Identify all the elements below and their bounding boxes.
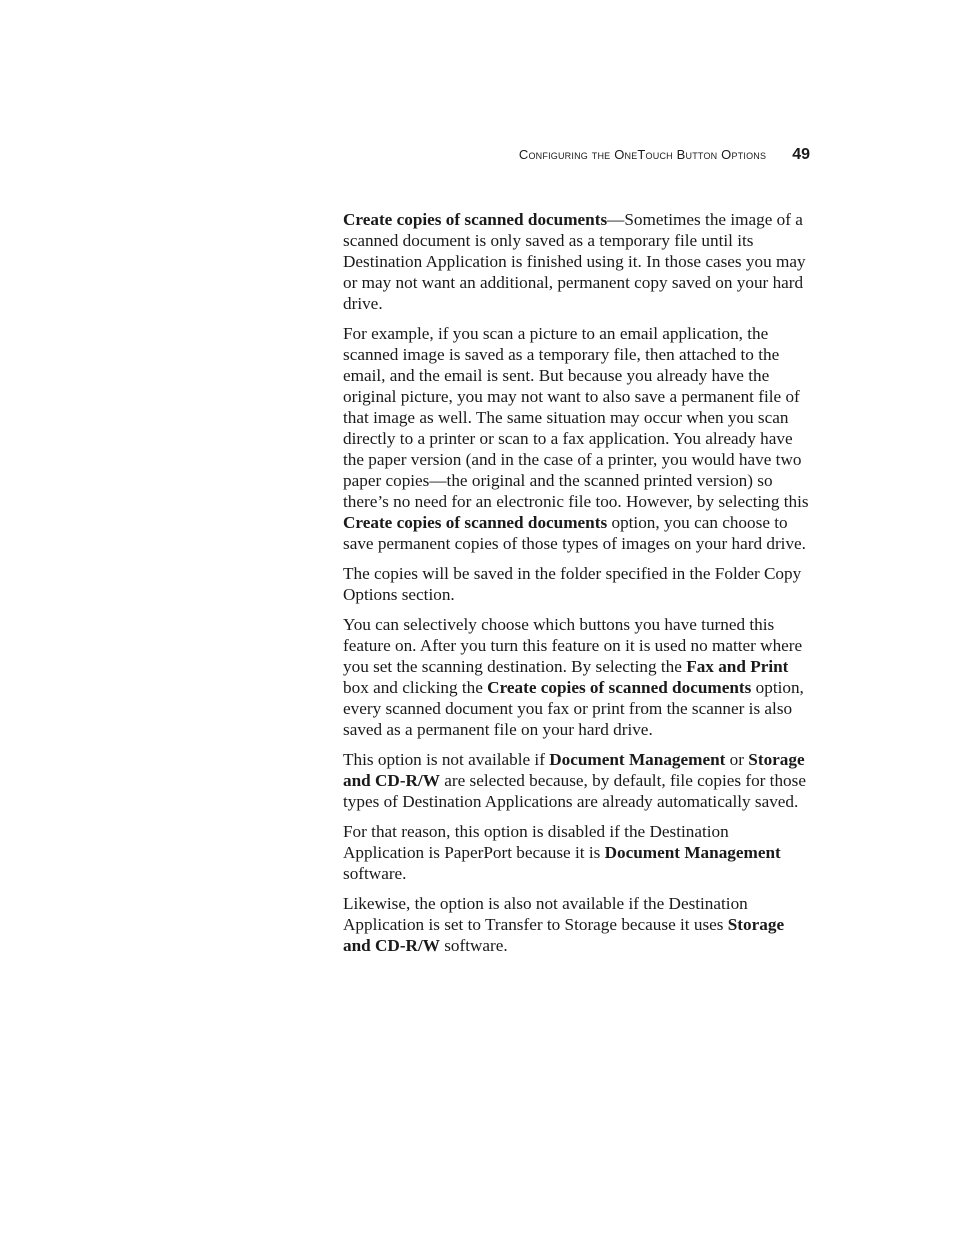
- text-run: For example, if you scan a picture to an email application, the scanned image is saved as a temporary file, then attached to the email, and the email is sent. But because you already have the original picture, you may not want to also save a permanent file of that image as well. The same situation may occur when you scan directly to a printer or scan to a fax application. You already have the paper version (and in the case of a printer, you would have two paper copies—the original and the scanned printed version) so there’s no need for an electronic file too. However, by selecting this: [343, 324, 809, 511]
- paragraph-transfer-to-storage: [343, 893, 809, 956]
- bold-term: Create copies of scanned documents: [343, 513, 608, 532]
- bold-term: Storage and CD-R/W: [343, 750, 805, 790]
- bold-term: Fax and Print: [686, 657, 789, 676]
- text-run: —Sometimes the image of a scanned document is only saved as a temporary file until its Destination Application is finished using it. In those cases you may or may not want an additional, permanent copy saved on your hard drive.: [343, 210, 806, 313]
- paragraph-disabled-paperport: [343, 821, 809, 884]
- text-run: option, you can choose to save permanent copies of those types of images on your hard drive.: [343, 513, 806, 553]
- paragraph-example: [343, 323, 809, 554]
- running-header-title: Configuring the OneTouch Button Options: [518, 147, 767, 162]
- text-run: Likewise, the option is also not available if the Destination Application is set to Transfer to Storage because it uses: [343, 894, 748, 934]
- text-run: are selected because, by default, file copies for those types of Destination Applications are already automatically saved.: [343, 771, 806, 811]
- bold-term: Create copies of scanned documents: [343, 210, 608, 229]
- body-text: [343, 209, 809, 965]
- text-run: This option is not available if: [343, 750, 550, 769]
- text-run: software.: [439, 936, 508, 955]
- paragraph-copies-folder: [343, 563, 809, 605]
- paragraph-create-copies-intro: [343, 209, 809, 314]
- bold-term: Storage and CD-R/W: [343, 915, 785, 955]
- bold-term: Create copies of scanned documents: [487, 678, 752, 697]
- text-run: software.: [343, 864, 407, 883]
- bold-term: Document Management: [549, 750, 726, 769]
- running-header: [460, 146, 810, 164]
- text-run: You can selectively choose which buttons you have turned this feature on. After you turn this feature on it is used no matter where you set the scanning destination. By selecting the: [343, 615, 803, 676]
- page-number: 49: [792, 146, 810, 163]
- paragraph-not-available: [343, 749, 809, 812]
- text-run: For that reason, this option is disabled if the Destination Application is PaperPort because it is: [343, 822, 729, 862]
- bold-term: Document Management: [604, 843, 781, 862]
- text-run: The copies will be saved in the folder specified in the Folder Copy Options section.: [343, 564, 802, 604]
- paragraph-selective-buttons: [343, 614, 809, 740]
- text-run: box and clicking the: [343, 678, 488, 697]
- text-run: or: [725, 750, 749, 769]
- text-run: option, every scanned document you fax or print from the scanner is also saved as a permanent file on your hard drive.: [343, 678, 804, 739]
